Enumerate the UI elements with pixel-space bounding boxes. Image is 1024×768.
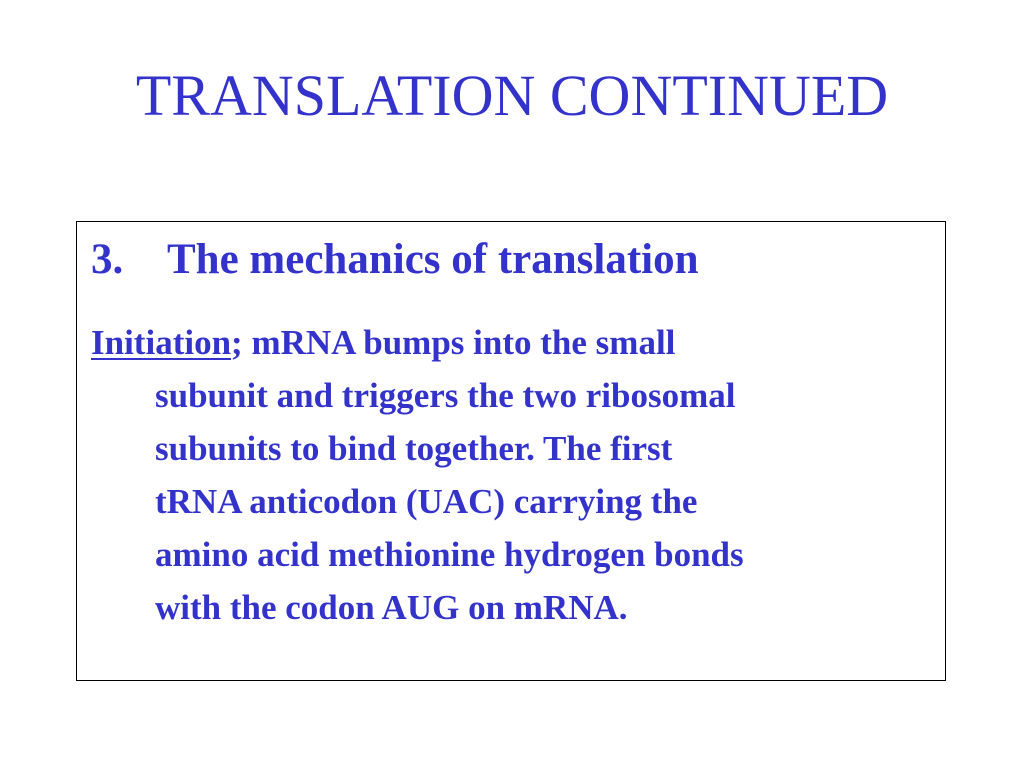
section-number: 3. [91,236,124,283]
term-suffix: ; mRNA bumps into the small [231,323,676,362]
section-heading [91,236,699,283]
term-initiation: Initiation [91,323,232,362]
slide-title: TRANSLATION CONTINUED [135,63,889,128]
body-first-line [91,316,931,369]
body-line: subunits to bind together. The first [155,429,673,468]
body-line: subunit and triggers the two ribosomal [155,376,736,415]
section-heading-text: The mechanics of translation [167,236,699,283]
content-box [76,221,946,681]
body-line: with the codon AUG on mRNA. [155,588,628,627]
body-line: tRNA anticodon (UAC) carrying the [155,482,698,521]
body-line: amino acid methionine hydrogen bonds [155,535,744,574]
body-paragraph [91,316,931,634]
